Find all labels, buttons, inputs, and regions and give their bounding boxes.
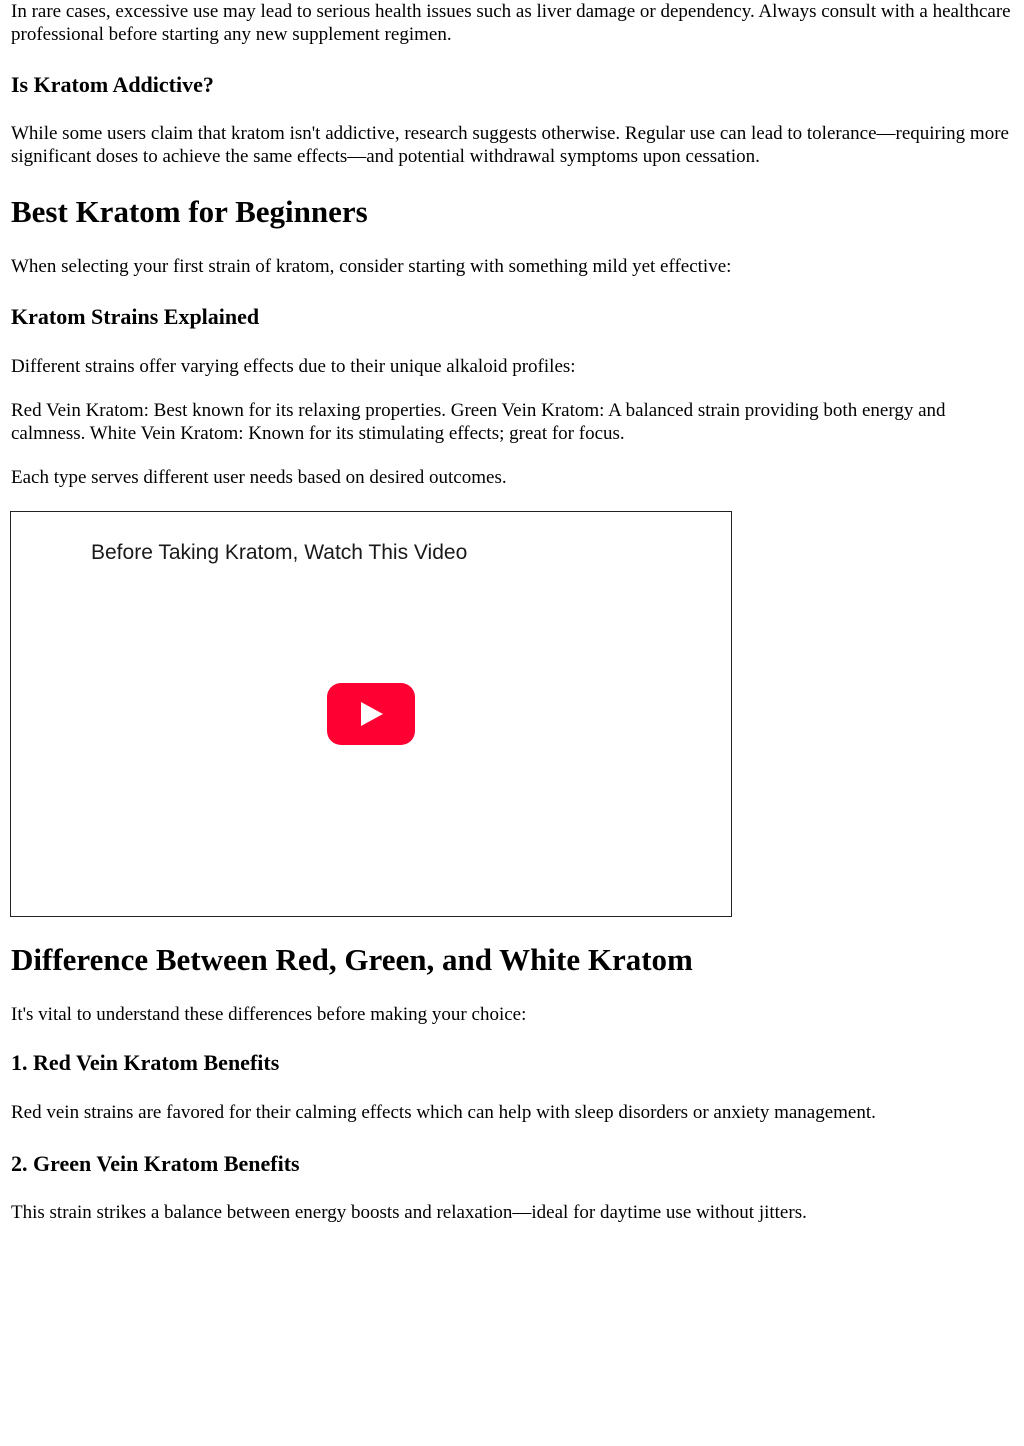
heading-kratom-strains-explained: Kratom Strains Explained xyxy=(11,304,260,329)
video-embed[interactable] xyxy=(10,511,732,917)
heading-green-vein-benefits: 2. Green Vein Kratom Benefits xyxy=(11,1151,300,1176)
paragraph-strain-list: Red Vein Kratom: Best known for its relaxing properties. Green Vein Kratom: A balanced strain providing both energy and calmness. White Vein Kratom: Known for its stimulating effects; great for focus. xyxy=(11,400,946,444)
heading-difference-red-green-white: Difference Between Red, Green, and White Kratom xyxy=(11,942,693,977)
video-title[interactable]: Before Taking Kratom, Watch This Video xyxy=(91,541,468,564)
paragraph-best-kratom: When selecting your first strain of kratom, consider starting with something mild yet effective: xyxy=(11,256,732,277)
heading-best-kratom-beginners: Best Kratom for Beginners xyxy=(11,194,368,229)
paragraph-addictive: While some users claim that kratom isn't addictive, research suggests otherwise. Regular use can lead to tolerance—requiring more significant doses to achieve the same effects—and potential withdrawal symptoms upon cessation. xyxy=(11,123,1009,167)
paragraph-green-vein: This strain strikes a balance between energy boosts and relaxation—ideal for daytime use without jitters. xyxy=(11,1202,807,1223)
paragraph-each-type: Each type serves different user needs based on desired outcomes. xyxy=(11,467,507,488)
paragraph-health-warning: In rare cases, excessive use may lead to serious health issues such as liver damage or dependency. Always consult with a healthcare professional before starting any new supplement regimen. xyxy=(11,1,1011,45)
paragraph-strains-intro: Different strains offer varying effects due to their unique alkaloid profiles: xyxy=(11,356,576,377)
heading-red-vein-benefits: 1. Red Vein Kratom Benefits xyxy=(11,1050,280,1075)
paragraph-difference: It's vital to understand these differences before making your choice: xyxy=(11,1004,527,1025)
paragraph-red-vein: Red vein strains are favored for their calming effects which can help with sleep disorders or anxiety management. xyxy=(11,1102,876,1123)
play-icon[interactable] xyxy=(361,702,383,726)
heading-is-kratom-addictive: Is Kratom Addictive? xyxy=(11,72,214,97)
play-button[interactable] xyxy=(327,683,415,745)
